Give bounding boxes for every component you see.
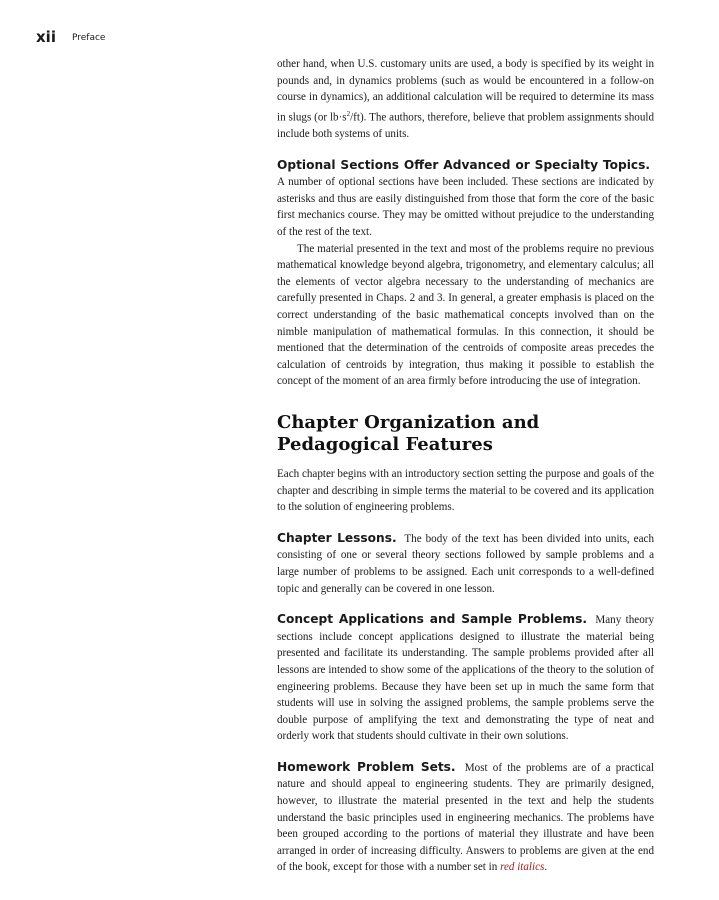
homework-paragraph: Homework Problem Sets. Most of the problems are of a practical nature and should appeal to engineering students. They are primarily designed, however, to illustrate the material presented in the text and help the students understand the basic principles used in engineering mechanics. The problems have been grouped according to the portions of material they illustrate and have been arranged in order of increasing difficulty. Answers to problems are given at the end of the book, except for those with a number set in red italics. bbox=[277, 759, 654, 874]
intro-paragraph: other hand, when U.S. customary units are used, a body is specified by its weight in pounds and, in dynamics problems (such as would be encountered in a follow-on course in dynamics), an additional calculation will be required to determine its mass in slugs (or $lb\cdot s^2/ft$). The authors, therefore, believe that problem assignments should include both systems of units. bbox=[277, 58, 654, 141]
chapter-lessons-paragraph: Chapter Lessons. The body of the text has been divided into units, each consisting of one or several theory sections followed by sample problems and a large number of problems to be assigned. Each unit corresponds to a well-defined topic and generally can be covered in one lesson. bbox=[277, 530, 655, 595]
section-intro-paragraph: Each chapter begins with an introductory section setting the purpose and goals of the chapter and describing in simple terms the material to be covered and its application to the solution of engineering problems. bbox=[277, 467, 654, 514]
optional-sections-heading: Optional Sections Offer Advanced or Specialty Topics. bbox=[277, 157, 650, 172]
chapter-lessons-heading: Chapter Lessons. bbox=[277, 530, 397, 545]
page-header bbox=[36, 28, 105, 47]
concept-applications-heading: Concept Applications and Sample Problems. bbox=[277, 612, 587, 627]
section-title: Chapter Organization and Pedagogical Features bbox=[277, 411, 540, 455]
superscript: 2 bbox=[346, 109, 351, 118]
running-title: Preface bbox=[71, 33, 106, 43]
red-italics-text: red italics bbox=[500, 861, 545, 874]
homework-heading: Homework Problem Sets. bbox=[277, 759, 456, 774]
page-number: xii bbox=[36, 28, 56, 46]
optional-sections-paragraph: Optional Sections Offer Advanced or Specialty Topics. A number of optional sections have been included. These sections are indicated by asterisks and thus are easily distinguished from those that form the core of the basic first mechanics course. They may be omitted without prejudice to the understanding of the rest of the text. bbox=[277, 157, 654, 239]
concept-applications-paragraph: Concept Applications and Sample Problems. Many theory sections include concept applications designed to illustrate the material being presented and facilitate its understanding. The sample problems provided after all lessons are intended to show some of the applications of the theory to the solution of engineering problems. Because they have been set up in much the same form that students will use in solving the assigned problems, the sample problems serve the double purpose of amplifying the text and demonstrating the type of neat and orderly work that students should cultivate in their own solutions. bbox=[277, 612, 654, 743]
math-background-paragraph: The material presented in the text and most of the problems require no previous mathematical knowledge beyond algebra, trigonometry, and elementary calculus; all the elements of vector algebra necessary to the understanding of mechanics are carefully presented in Chaps. 2 and 3. In general, a greater emphasis is placed on the correct understanding of the basic mathematical concepts involved than on the nimble manipulation of mathematical formulas. In this connection, it should be mentioned that the determination of the centroids of composite areas precedes the calculation of centroids by integration, thus making it possible to establish the concept of the moment of an area firmly before introducing the use of integration. bbox=[277, 242, 654, 388]
text-column bbox=[277, 56, 654, 876]
